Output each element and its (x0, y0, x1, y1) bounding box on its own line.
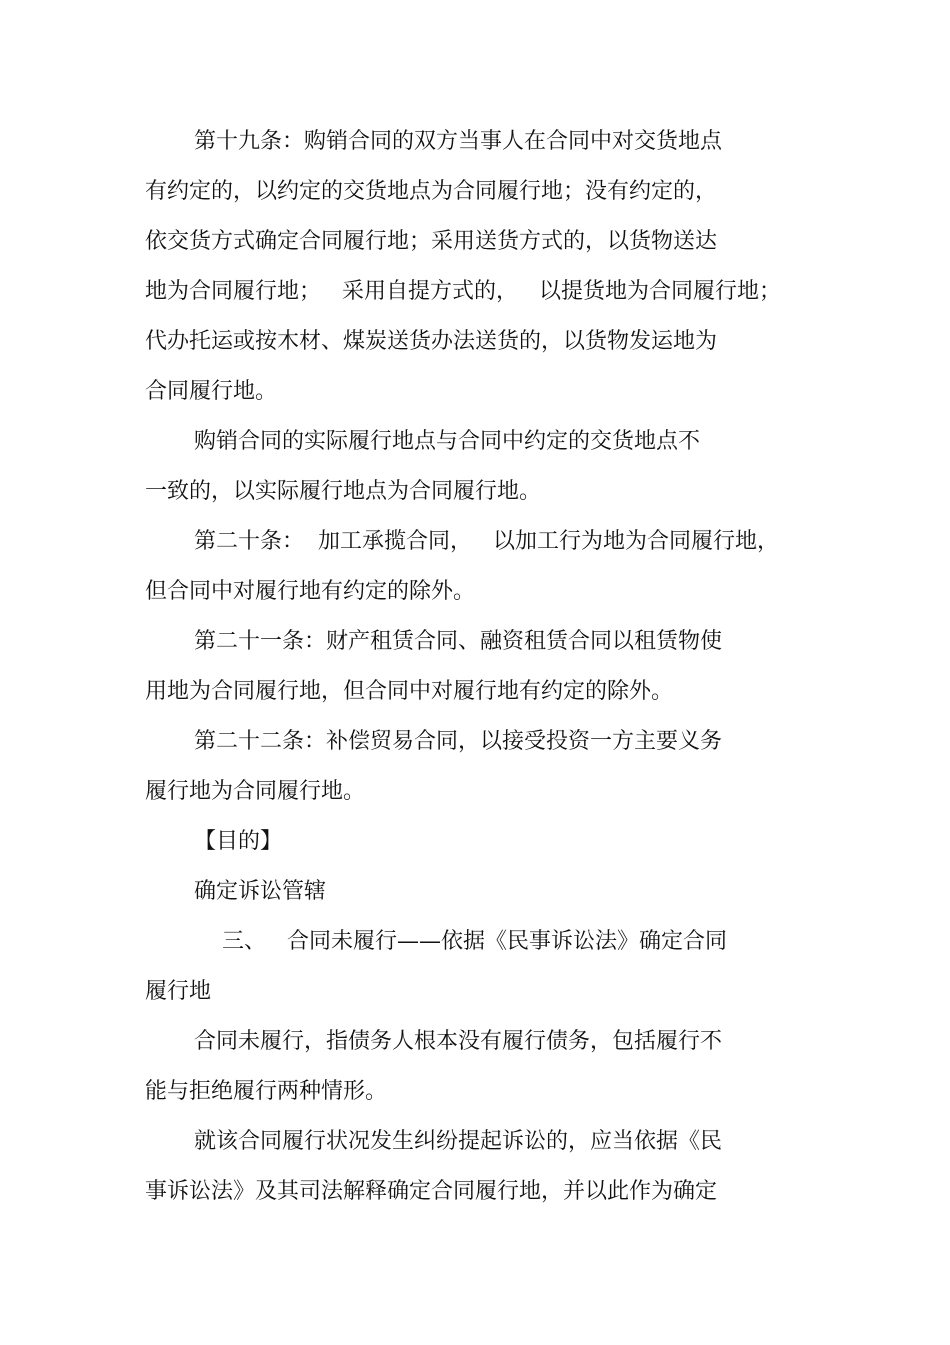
text-line: 确定诉讼管辖 (194, 879, 327, 904)
section-heading: 三、 合同未履行——依据《民事诉讼法》确定合同 (222, 929, 727, 954)
text-line: 第十九条：购销合同的双方当事人在合同中对交货地点 (194, 129, 723, 154)
text-line: 但合同中对履行地有约定的除外。 (145, 579, 476, 604)
text-line: 代办托运或按木材、煤炭送货办法送货的，以货物发运地为 (145, 329, 718, 354)
text-line: 事诉讼法》及其司法解释确定合同履行地，并以此作为确定 (145, 1179, 718, 1204)
text-line: 用地为合同履行地，但合同中对履行地有约定的除外。 (145, 679, 674, 704)
text-line: 履行地为合同履行地。 (145, 779, 366, 804)
section-heading: 【目的】 (194, 829, 283, 854)
text-line: 第二十条： 加工承揽合同， 以加工行为地为合同履行地， (194, 529, 779, 554)
text-line: 有约定的，以约定的交货地点为合同履行地；没有约定的， (145, 179, 718, 204)
text-line: 就该合同履行状况发生纠纷提起诉讼的，应当依据《民 (194, 1129, 723, 1154)
text-line: 履行地 (145, 979, 212, 1004)
text-line: 一致的，以实际履行地点为合同履行地。 (145, 479, 542, 504)
text-line: 合同未履行，指债务人根本没有履行债务，包括履行不 (194, 1029, 723, 1054)
text-line: 第二十一条：财产租赁合同、融资租赁合同以租赁物使 (194, 629, 723, 654)
text-line: 能与拒绝履行两种情形。 (145, 1079, 388, 1104)
text-line: 地为合同履行地； 采用自提方式的， 以提货地为合同履行地； (145, 279, 781, 304)
text-line: 合同履行地。 (145, 379, 278, 404)
text-line: 依交货方式确定合同履行地；采用送货方式的，以货物送达 (145, 229, 718, 254)
text-line: 第二十二条：补偿贸易合同，以接受投资一方主要义务 (194, 729, 723, 754)
text-line: 购销合同的实际履行地点与合同中约定的交货地点不 (194, 429, 701, 454)
